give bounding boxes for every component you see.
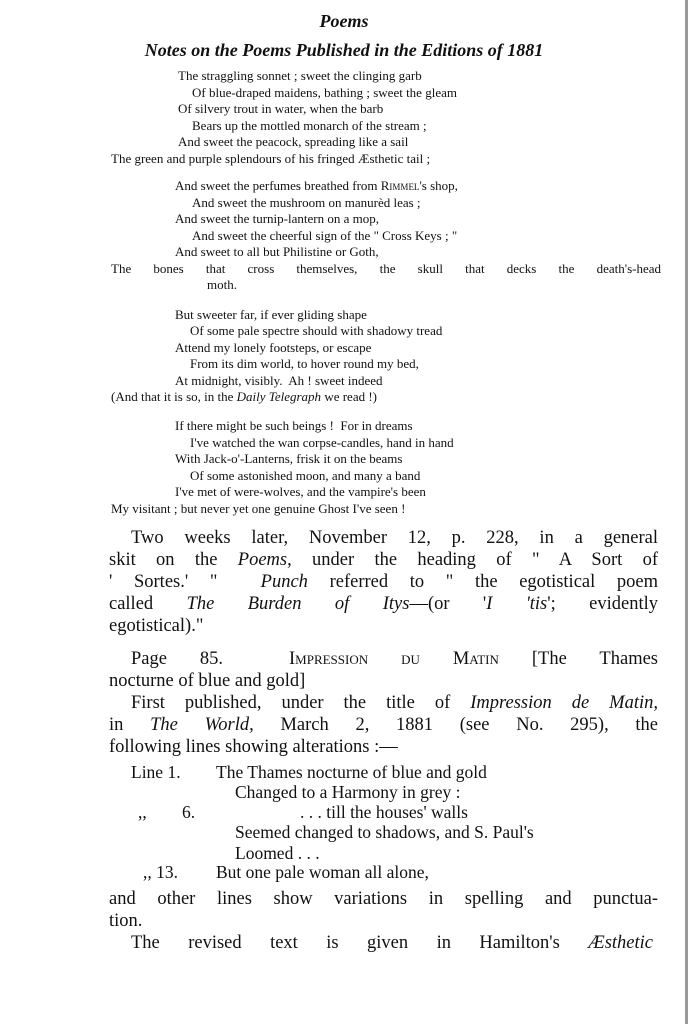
poem-line: moth. — [207, 277, 237, 292]
alteration-change: Seemed changed to shadows, and S. Paul's — [235, 822, 534, 842]
prose-line: and other lines show variations in spelling and punctua- — [109, 889, 658, 909]
poem-line: The green and purple splendours of his fringed Æsthetic tail ; — [111, 151, 431, 166]
prose-line: The revised text is given in Hamilton's Æsthetic — [131, 933, 653, 953]
alteration-label: ,, 13. — [143, 862, 178, 882]
poem-line: And sweet the perfumes breathed from Rimmel's shop, — [175, 178, 458, 193]
prose-line: tion. — [109, 911, 143, 931]
poem-line: At midnight, visibly. Ah ! sweet indeed — [175, 373, 383, 388]
poem-line: Of blue-draped maidens, bathing ; sweet the gleam — [192, 85, 457, 100]
poem-line: (And that it is so, in the Daily Telegraph we read !) — [111, 389, 377, 404]
poem-line: Of silvery trout in water, when the barb — [178, 101, 384, 116]
alteration-change: Changed to a Harmony in grey : — [235, 782, 461, 802]
poem-line: The straggling sonnet ; sweet the clinging garb — [178, 68, 422, 83]
poem-line: Bears up the mottled monarch of the stream ; — [192, 118, 427, 133]
daily-telegraph-title: Daily Telegraph — [236, 389, 322, 404]
poem-line: And sweet the cheerful sign of the " Cross Keys ; " — [192, 228, 458, 243]
prose-line: called The Burden of Itys—(or 'I 'tis'; evidently — [109, 594, 658, 614]
alteration-text: The Thames nocturne of blue and gold — [216, 762, 487, 782]
poem-line: And sweet the mushroom on manurèd leas ; — [192, 195, 421, 210]
poem-line: If there might be such beings ! For in dreams — [175, 418, 413, 433]
running-title: Poems — [319, 11, 369, 31]
alteration-text: But one pale woman all alone, — [216, 862, 429, 882]
poem-line: Attend my lonely footsteps, or escape — [175, 340, 372, 355]
alteration-label: Line 1. — [131, 762, 181, 782]
prose-line: ' Sortes.' " Punch referred to " the egotistical poem — [109, 572, 659, 592]
poem-line: My visitant ; but never yet one genuine Ghost I've seen ! — [111, 501, 406, 516]
poem-line: Of some astonished moon, and many a band — [190, 468, 421, 483]
prose-line: in The World, March 2, 1881 (see No. 295), the — [109, 715, 659, 735]
prose-line: Page 85. Impression du Matin [The Thames — [131, 649, 658, 669]
alteration-label: 6. — [182, 802, 196, 822]
prose-line: following lines showing alterations :— — [109, 737, 398, 757]
poem-line: And sweet to all but Philistine or Goth, — [175, 244, 379, 259]
poem-line: With Jack-o'-Lanterns, frisk it on the beams — [175, 451, 403, 466]
poem-line: But sweeter far, if ever gliding shape — [175, 307, 367, 322]
poem-line: And sweet the peacock, spreading like a sail — [178, 134, 409, 149]
alteration-change: Loomed . . . — [235, 843, 320, 863]
prose-line: First published, under the title of Impression de Matin, — [131, 693, 658, 713]
section-title: Notes on the Poems Published in the Editions of 1881 — [144, 40, 544, 60]
prose-line: nocturne of blue and gold] — [109, 671, 306, 691]
prose-line: Two weeks later, November 12, p. 228, in a general — [131, 528, 658, 548]
poem-line: Of some pale spectre should with shadowy tread — [190, 323, 443, 338]
alteration-text: . . . till the houses' walls — [300, 802, 468, 822]
rimmel-name: Rimmel — [380, 178, 420, 193]
poem-line: I've watched the wan corpse-candles, hand in hand — [190, 435, 454, 450]
poem-line: From its dim world, to hover round my bed, — [190, 356, 419, 371]
poem-line: I've met of were-wolves, and the vampire's been — [175, 484, 426, 499]
poem-line: And sweet the turnip-lantern on a mop, — [175, 211, 379, 226]
prose-line: egotistical)." — [109, 616, 204, 636]
prose-line: skit on the Poems, under the heading of " A Sort of — [109, 550, 658, 570]
poem-line: The bones that cross themselves, the skull that decks the death's-head — [111, 261, 661, 276]
alteration-ditto: ,, — [138, 802, 147, 822]
